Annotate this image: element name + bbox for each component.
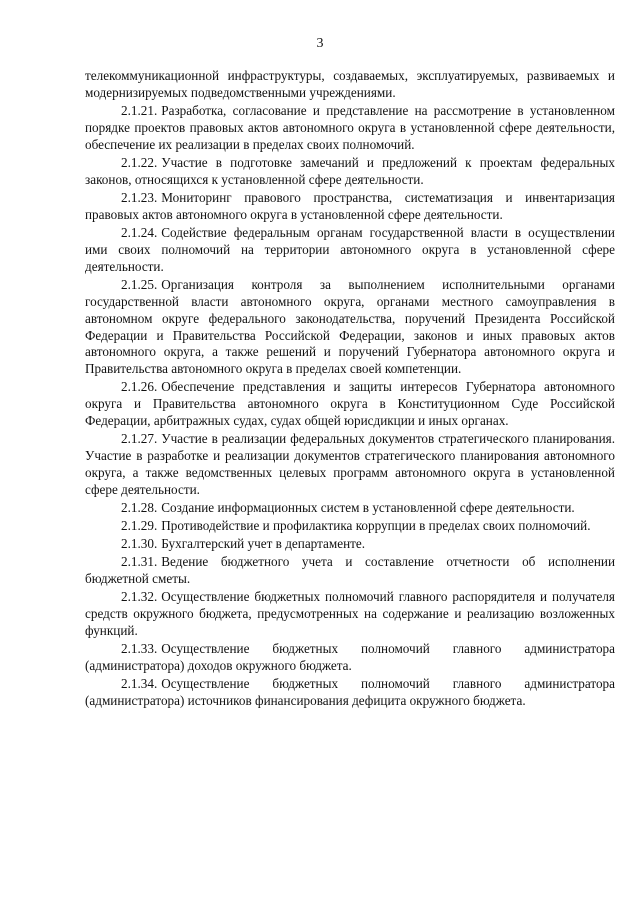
paragraph-text: Создание информационных систем в установленной сфере деятельности. — [161, 500, 575, 516]
paragraph-continuation — [85, 68, 615, 102]
paragraph-text: Обеспечение представления и защиты интересов Губернатора автономного округа и Правительства автономного округа в Конституционном Суде Российской Федерации, арбитражных судах, судах общей юрисдикции и иных органах. — [85, 379, 615, 429]
paragraph-2-1-26 — [85, 379, 615, 430]
paragraph-text: Осуществление бюджетных полномочий главного администратора (администратора) доходов окружного бюджета. — [85, 641, 615, 674]
paragraph-text: Участие в реализации федеральных документов стратегического планирования. Участие в разработке и реализации документов стратегического планирования автономного округа, а также ведомственных целевых программ автономного округа в установленной сфере деятельности. — [85, 431, 615, 498]
paragraph-number: 2.1.26. — [121, 379, 158, 395]
paragraph-2-1-24 — [85, 225, 615, 276]
paragraph-2-1-23 — [85, 190, 615, 224]
paragraph-text: Противодействие и профилактика коррупции в пределах своих полномочий. — [161, 518, 591, 534]
paragraph-number: 2.1.23. — [121, 189, 158, 205]
paragraph-2-1-25 — [85, 277, 615, 378]
paragraph-2-1-27 — [85, 431, 615, 499]
page-number: 3 — [316, 36, 324, 51]
paragraph-number: 2.1.29. — [121, 518, 158, 534]
paragraph-number: 2.1.28. — [121, 500, 158, 516]
paragraph-number: 2.1.24. — [121, 224, 158, 240]
paragraph-number: 2.1.33. — [121, 641, 158, 657]
paragraph-number: 2.1.22. — [121, 154, 158, 170]
paragraph-text: Бухгалтерский учет в департаменте. — [161, 536, 366, 552]
paragraph-2-1-30 — [85, 536, 615, 553]
paragraph-text: Ведение бюджетного учета и составление отчетности об исполнении бюджетной сметы. — [85, 554, 615, 587]
paragraph-number: 2.1.32. — [121, 589, 158, 605]
paragraph-text: телекоммуникационной инфраструктуры, создаваемых, эксплуатируемых, развиваемых и модернизируемых подведомственными учреждениями. — [85, 68, 615, 100]
paragraph-2-1-29 — [85, 518, 615, 535]
paragraph-2-1-34 — [85, 676, 615, 710]
paragraph-text: Осуществление бюджетных полномочий главного распорядителя и получателя средств окружного бюджета, предусмотренных на содержание и реализацию возложенных функций. — [85, 589, 615, 639]
paragraph-number: 2.1.34. — [121, 676, 158, 692]
paragraph-text: Содействие федеральным органам государственной власти в осуществлении ими своих полномочий на территории автономного округа в установленной сфере деятельности. — [85, 224, 615, 274]
paragraph-2-1-32 — [85, 589, 615, 640]
paragraph-number: 2.1.27. — [121, 431, 158, 447]
paragraph-2-1-28 — [85, 500, 615, 517]
paragraph-text: Мониторинг правового пространства, систематизация и инвентаризация правовых актов автономного округа в установленной сфере деятельности. — [85, 189, 615, 222]
paragraph-text: Осуществление бюджетных полномочий главного администратора (администратора) источников финансирования дефицита окружного бюджета. — [85, 676, 615, 709]
document-body — [85, 68, 615, 711]
paragraph-text: Разработка, согласование и представление на рассмотрение в установленном порядке проектов правовых актов автономного округа в установленной сфере деятельности, обеспечение их реализации в пределах своих полномочий. — [85, 103, 615, 152]
paragraph-number: 2.1.25. — [121, 276, 158, 292]
paragraph-2-1-33 — [85, 641, 615, 675]
paragraph-2-1-31 — [85, 554, 615, 588]
paragraph-2-1-22 — [85, 155, 615, 189]
paragraph-number: 2.1.31. — [121, 554, 158, 570]
paragraph-2-1-21 — [85, 103, 615, 154]
paragraph-text: Участие в подготовке замечаний и предложений к проектам федеральных законов, относящихся к установленной сфере деятельности. — [85, 154, 615, 187]
paragraph-number: 2.1.30. — [121, 536, 158, 552]
paragraph-number: 2.1.21. — [121, 103, 158, 118]
paragraph-text: Организация контроля за выполнением исполнительными органами государственной власти автономного округа, органами местного самоуправления в автономном округе федерального законодательства, поручений Президента Российской Федерации и Правительства Российской Федерации, законов и иных правовых актов автономного округа, а также решений и поручений Губернатора автономного округа и Правительства автономного округа в пределах своей компетенции. — [85, 276, 615, 377]
